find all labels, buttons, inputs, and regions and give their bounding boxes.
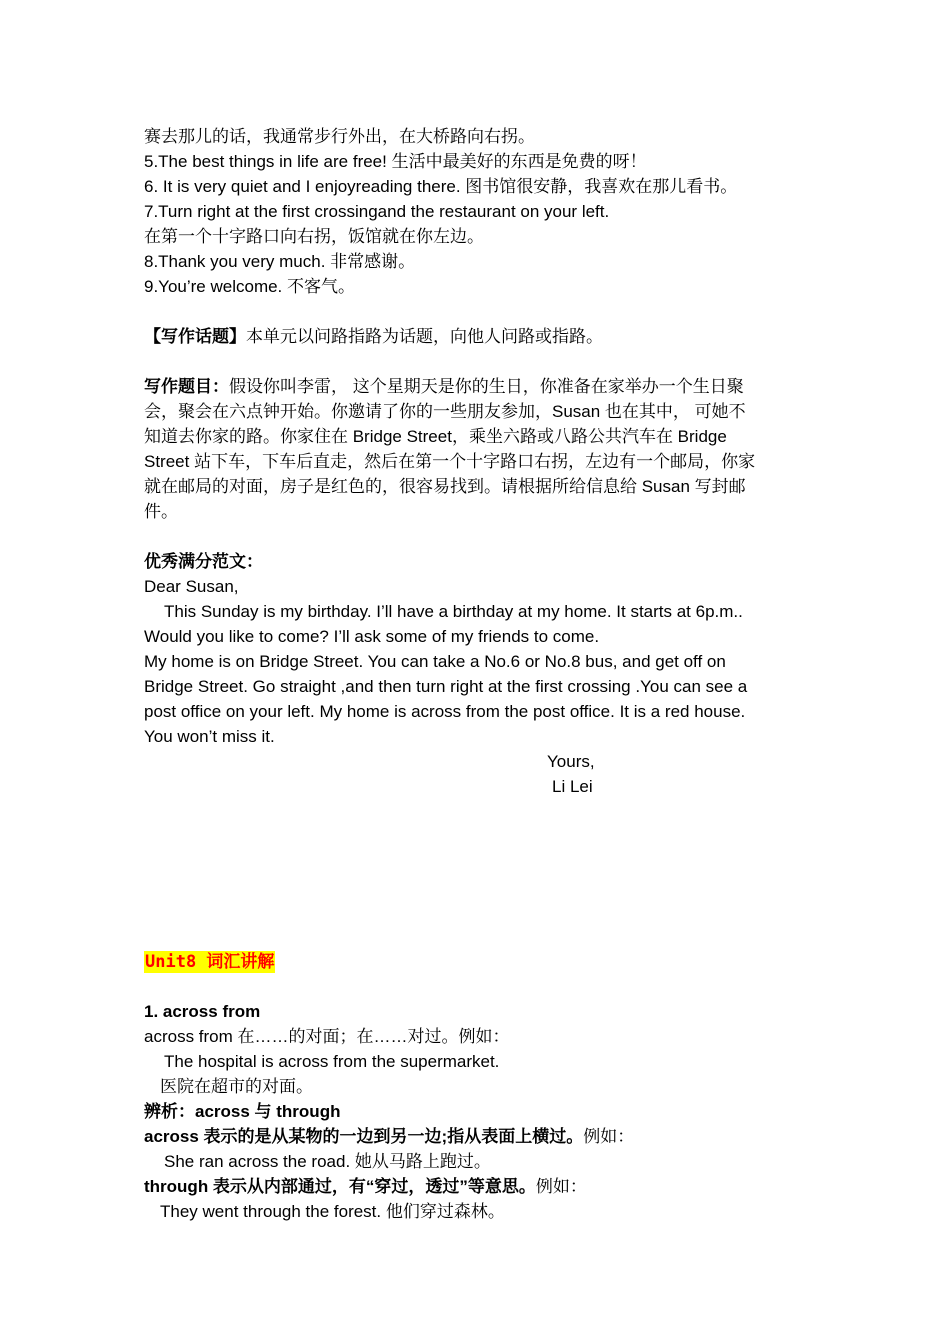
unit-heading-row: [144, 949, 814, 974]
writing-topic: [144, 324, 814, 349]
letter-line: Would you like to come? I’ll ask some of my friends to come.: [144, 627, 600, 646]
letter-line: This Sunday is my birthday. I’ll have a birthday at my home. It starts at 6p.m..: [164, 602, 743, 621]
text-line: 5.The best things in life are free! 生活中最美好的东西是免费的呀！: [144, 152, 647, 171]
writing-topic-label: 【写作话题】: [144, 327, 246, 346]
letter-closing: Yours,: [547, 752, 595, 771]
writing-task-line: Street 站下车，下车后直走，然后在第一个十字路口右拐，左边有一个邮局，你家: [144, 452, 756, 471]
vocab-example-en: The hospital is across from the supermarket.: [164, 1052, 500, 1071]
letter-greeting: Dear Susan,: [144, 577, 239, 596]
letter-line: My home is on Bridge Street. You can take a No.6 or No.8 bus, and get off on: [144, 652, 726, 671]
across-example: She ran across the road. 她从马路上跑过。: [164, 1152, 491, 1171]
writing-task-line: 知道去你家的路。你家住在 Bridge Street，乘坐六路或八路公共汽车在 Bridge: [144, 427, 727, 446]
document-page: [144, 124, 814, 1224]
writing-task-line: 件。: [144, 502, 178, 521]
writing-topic-text: 本单元以问路指路为话题，向他人问路或指路。: [246, 327, 603, 346]
text-line: 7.Turn right at the first crossingand the restaurant on your left.: [144, 202, 610, 221]
vocab-example-zh: 医院在超市的对面。: [160, 1077, 313, 1096]
text-line: 赛去那儿的话，我通常步行外出，在大桥路向右拐。: [144, 127, 535, 146]
through-example: They went through the forest. 他们穿过森林。: [160, 1202, 505, 1221]
sample-essay-label: 优秀满分范文：: [144, 552, 263, 571]
letter-line: You won’t miss it.: [144, 727, 275, 746]
writing-task-line: 写作题目：假设你叫李雷， 这个星期天是你的生日，你准备在家举办一个生日聚: [144, 377, 744, 396]
across-explanation: across 表示的是从某物的一边到另一边;指从表面上横过。例如：: [144, 1127, 635, 1146]
compare-title: 辨析：across 与 through: [144, 1102, 341, 1121]
text-line: 8.Thank you very much. 非常感谢。: [144, 252, 416, 271]
letter-line: Bridge Street. Go straight ,and then turn right at the first crossing .You can see a: [144, 677, 748, 696]
through-explanation: through 表示从内部通过，有“穿过，透过”等意思。例如：: [144, 1177, 587, 1196]
writing-task-line: 会，聚会在六点钟开始。你邀请了你的一些朋友参加，Susan 也在其中， 可她不: [144, 402, 746, 421]
writing-task-label: 写作题目：: [144, 377, 229, 396]
text-line: 6. It is very quiet and I enjoyreading there. 图书馆很安静，我喜欢在那儿看书。: [144, 177, 738, 196]
text-line: 9.You’re welcome. 不客气。: [144, 277, 356, 296]
unit-heading: Unit8 词汇讲解: [145, 952, 275, 972]
letter-line: post office on your left. My home is across from the post office. It is a red house.: [144, 702, 746, 721]
letter-signature: Li Lei: [552, 777, 593, 796]
text-line: 在第一个十字路口向右拐，饭馆就在你左边。: [144, 227, 484, 246]
vocab-title: 1. across from: [144, 1002, 261, 1021]
writing-task-line: 就在邮局的对面，房子是红色的，很容易找到。请根据所给信息给 Susan 写封邮: [144, 477, 746, 496]
vocab-definition: across from 在……的对面；在……对过。例如：: [144, 1027, 510, 1046]
